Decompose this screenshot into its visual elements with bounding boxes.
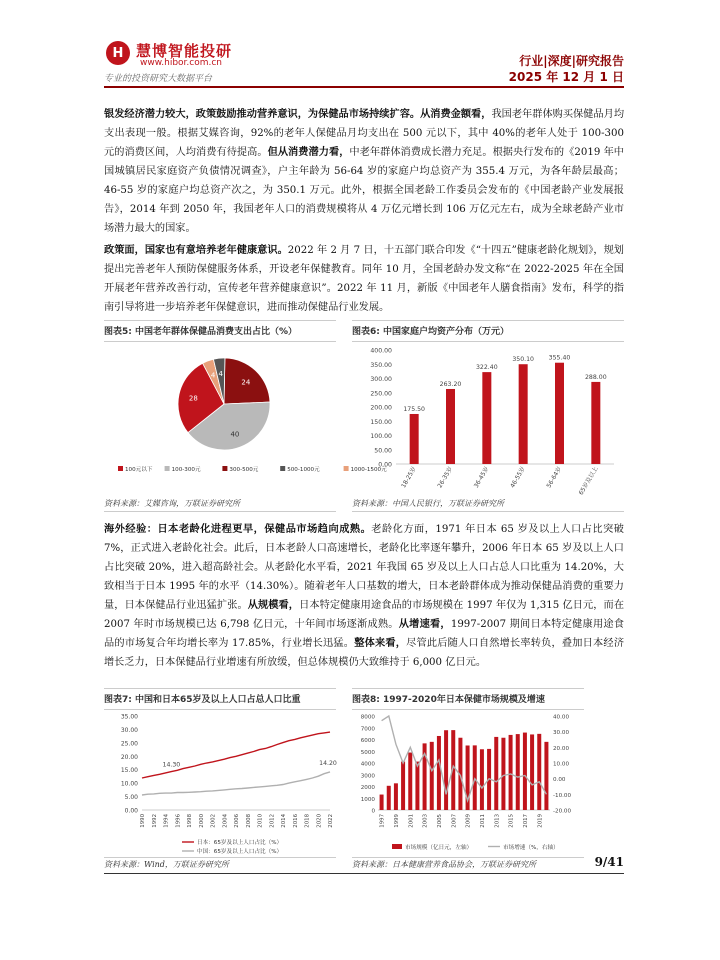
legend-label: 500-1000元 <box>287 467 320 473</box>
bold-lead: 从增速看， <box>398 619 451 630</box>
y-right-tick-label: 10.00 <box>553 761 570 768</box>
x-tick-label: 1997 <box>379 814 386 828</box>
bar <box>415 762 419 810</box>
bar <box>555 363 564 464</box>
y-tick-label: 200.00 <box>370 404 392 412</box>
y-tick-label: 250.00 <box>370 390 392 398</box>
body-text: 2022 年 2 月 7 日，十五部门联合印发《“十四五”健康老龄化规划》，规划提出完善老年人预防保健服务体系，开设老年保健教育。同年 10 月，全国老龄办发文称“在 2022-2025 年在全国开展老年营养改善行动，宣传老年营养健康意识”。2022 年 11 月，新版《中国老年人膳食指南》发布，科学的指南引导将进一步培养老年保健意识，进而推动保健品行业发展。 <box>104 245 624 313</box>
x-tick-label: 2020 <box>316 814 323 828</box>
page-number: 9/41 <box>594 855 624 869</box>
figure-7-source: 资料来源：Wind，万联证券研究所 <box>104 860 229 869</box>
figure-7 <box>104 688 336 858</box>
series-line-china <box>142 772 330 795</box>
bar <box>408 753 412 810</box>
figure-6-source: 资料来源：中国人民银行，万联证券研究所 <box>352 499 504 508</box>
x-tick-label: 1992 <box>151 814 158 828</box>
body-text: 老龄化方面，1971 年日本 65 岁及以上人口占比突破 7%，正式进入老龄化社会。此后，日本老龄人口高速增长，老龄化比率逐年攀升，2006 年日本 65 岁及以上人口占比突破 20%，进入超高龄社会。从老龄化水平看，2021 年我国 65 岁及以上人口占总人口比重为 14.20%，大致相当于日本 1995 年的水平（14.30%）。随着老年人口基数的增大，日本老龄群体成为推动保健品消费的重要力量，日本保健品行业迅猛扩张。 <box>104 524 624 611</box>
annotation-japan-1995: 14.30 <box>162 761 181 769</box>
logo-mark-icon: H <box>106 41 130 65</box>
x-tick-label: 2013 <box>494 814 501 828</box>
bar <box>516 734 520 810</box>
bar <box>444 730 448 810</box>
legend-swatch <box>280 466 285 471</box>
bar-data-label: 350.10 <box>512 356 534 364</box>
legend-swatch <box>118 466 123 471</box>
header-divider <box>104 86 624 88</box>
legend-label: 日本：65岁及以上人口占比（%） <box>197 840 283 846</box>
x-tick-label: 2004 <box>222 814 229 828</box>
bar <box>509 735 513 810</box>
y-tick-label: 20.00 <box>120 753 138 761</box>
y-tick-label: 300.00 <box>370 376 392 383</box>
x-tick-label: 1996 <box>175 814 182 828</box>
bar-data-label: 263.20 <box>439 380 462 388</box>
legend-swatch <box>222 466 227 471</box>
x-tick-label: 18-25岁 <box>400 465 418 490</box>
bar <box>480 749 484 810</box>
x-tick-label: 56-64岁 <box>545 465 564 490</box>
bold-lead: 整体来看， <box>354 638 407 649</box>
paragraph-policy <box>104 241 624 317</box>
y-right-tick-label: 0.00 <box>553 777 566 784</box>
bar <box>410 414 419 464</box>
bar <box>401 762 405 810</box>
body-text: 日本特定健康用途食品的市场规模在 1997 年仅为 1,315 亿日元，而在 2007 年时市场规模已达 6,798 亿日元，十年间市场逐渐成熟。 <box>104 600 625 630</box>
logo-name[interactable]: 慧博智能投研 <box>136 42 233 60</box>
y-tick-label: 15.00 <box>120 767 138 775</box>
figure-6-title: 图表6: 中国家庭户均资产分布（万元） <box>352 321 624 342</box>
bar-chart-fig6 <box>352 342 624 497</box>
figure-5-title: 图表5: 中国老年群体保健品消费支出占比（%） <box>104 321 336 342</box>
report-category: 行业|深度|研究报告 <box>519 54 624 68</box>
x-tick-label: 2019 <box>537 814 544 828</box>
x-tick-label: 36-45岁 <box>472 465 491 490</box>
x-tick-label: 2000 <box>198 814 205 828</box>
y-right-tick-label: -20.00 <box>553 808 572 815</box>
x-tick-label: 2008 <box>245 814 252 828</box>
bar <box>380 795 384 810</box>
y-left-tick-label: 3000 <box>360 773 375 780</box>
logo-slogan: 专业的投资研究大数据平台 <box>104 74 213 84</box>
bold-lead: 银发经济潜力较大，政策鼓励推动营养意识，为保健品市场持续扩容。从消费金额看， <box>104 109 492 120</box>
y-tick-label: 0.00 <box>378 461 392 469</box>
bar-data-label: 175.50 <box>403 405 425 413</box>
paragraph-silver-economy <box>104 105 624 238</box>
x-tick-label: 2012 <box>269 814 276 828</box>
y-left-tick-label: 8000 <box>360 714 375 721</box>
x-tick-label: 26-35岁 <box>436 465 455 490</box>
y-tick-label: 10.00 <box>120 780 138 788</box>
bar <box>387 786 391 810</box>
report-date: 2025 年 12 月 1 日 <box>508 70 624 84</box>
bar <box>501 738 505 810</box>
x-tick-label: 1994 <box>163 814 170 828</box>
x-tick-label: 2014 <box>281 814 287 828</box>
y-tick-label: 100.00 <box>370 433 392 440</box>
y-right-tick-label: 30.00 <box>553 730 570 737</box>
y-tick-label: 30.00 <box>120 726 138 734</box>
figure-6 <box>352 320 624 512</box>
combo-chart-fig8 <box>352 710 584 860</box>
legend-swatch <box>392 844 402 849</box>
y-right-tick-label: -10.00 <box>553 792 572 799</box>
bar <box>519 364 528 464</box>
x-tick-label: 2018 <box>304 814 311 828</box>
legend-label: 100元以下 <box>125 467 153 473</box>
y-tick-label: 400.00 <box>370 347 392 355</box>
x-tick-label: 2007 <box>451 814 458 828</box>
bar <box>523 733 527 810</box>
y-left-tick-label: 0 <box>371 808 375 815</box>
bar-data-label: 322.40 <box>476 364 498 372</box>
x-tick-label: 2011 <box>479 814 486 828</box>
bar <box>482 372 491 464</box>
logo-url[interactable]: www.hibor.com.cn <box>140 58 223 68</box>
bar <box>591 382 600 464</box>
figure-8-source: 资料来源：日本健康营养食品协会，万联证券研究所 <box>352 860 536 869</box>
paragraph-japan-experience <box>104 520 624 672</box>
bold-lead: 政策面，国家也有意培养老年健康意识。 <box>104 245 288 256</box>
legend-swatch <box>165 466 170 471</box>
y-tick-label: 5.00 <box>124 794 138 802</box>
x-tick-label: 1998 <box>187 814 193 828</box>
bold-lead: 但从消费潜力看， <box>267 147 350 158</box>
series-line-japan <box>142 732 330 778</box>
figure-8-title: 图表8: 1997-2020年日本保健市场规模及增速 <box>352 689 584 710</box>
y-left-tick-label: 2000 <box>360 785 375 791</box>
growth-rate-line <box>382 716 547 801</box>
x-tick-label: 2002 <box>210 814 217 828</box>
x-tick-label: 65岁及以上 <box>577 465 600 497</box>
bold-lead: 海外经验：日本老龄化进程更早，保健品市场趋向成熟。 <box>104 524 372 535</box>
y-tick-label: 0.00 <box>124 807 138 815</box>
x-tick-label: 2016 <box>292 814 299 828</box>
x-tick-label: 2003 <box>422 814 429 828</box>
x-tick-label: 1990 <box>140 814 146 828</box>
annotation-china-2022: 14.20 <box>319 759 337 767</box>
legend-swatch <box>344 466 349 471</box>
x-tick-label: 46-55岁 <box>509 465 527 490</box>
y-left-tick-label: 4000 <box>360 761 375 768</box>
y-left-tick-label: 6000 <box>360 738 375 744</box>
bar <box>537 734 541 810</box>
x-tick-label: 2001 <box>408 814 415 828</box>
y-left-tick-label: 7000 <box>360 726 375 733</box>
body-text: 我国老年群体购买保健品月均支出表现一般。根据艾媒咨询，92%的老年人保健品月均支出在 500 元以下，其中 40%的老年人处于 100-300 元的消费区间，人均消费有待提高。 <box>104 109 625 158</box>
bar <box>437 736 441 810</box>
bar <box>394 783 398 810</box>
legend-label: 中国：65岁及以上人口占比（%） <box>197 849 283 855</box>
bar <box>494 737 498 810</box>
legend-label: 100-300元 <box>171 467 201 473</box>
bar <box>530 734 534 810</box>
x-tick-label: 1999 <box>393 814 400 828</box>
legend-label: 1000-1500元 <box>350 467 387 473</box>
pie-data-label: 40 <box>230 430 240 439</box>
legend-label: 300-500元 <box>229 467 259 473</box>
x-tick-label: 2015 <box>508 814 515 828</box>
y-tick-label: 25.00 <box>120 740 138 748</box>
figure-7-title: 图表7: 中国和日本65岁及以上人口占总人口比重 <box>104 689 336 710</box>
pie-data-label: 4 <box>218 369 223 378</box>
figure-5-source: 资料来源：艾媒咨询，万联证券研究所 <box>104 499 240 508</box>
y-tick-label: 50.00 <box>374 447 392 455</box>
y-tick-label: 150.00 <box>370 418 392 426</box>
y-right-tick-label: 40.00 <box>553 714 570 721</box>
body-text: 尽管此后随人口自然增长率转负，叠加日本经济增长乏力，日本保健品行业增速有所放缓，但总体规模仍大致维持于 6,000 亿日元。 <box>104 638 625 668</box>
y-left-tick-label: 1000 <box>360 796 375 803</box>
pie-data-label: 28 <box>188 394 198 403</box>
y-tick-label: 35.00 <box>120 713 138 721</box>
x-tick-label: 2017 <box>522 814 529 828</box>
pie-data-label: 4 <box>210 371 216 380</box>
y-right-tick-label: 20.00 <box>553 745 570 752</box>
bold-lead: 从规模看， <box>247 600 300 611</box>
x-tick-label: 2022 <box>328 814 334 828</box>
y-tick-label: 350.00 <box>370 361 392 369</box>
x-tick-label: 2009 <box>465 814 472 828</box>
x-tick-label: 2010 <box>257 814 264 828</box>
bar <box>430 742 434 810</box>
y-left-tick-label: 5000 <box>360 749 375 756</box>
pie-data-label: 24 <box>241 378 251 387</box>
x-tick-label: 2005 <box>436 814 443 828</box>
figure-8 <box>352 688 584 858</box>
bar <box>544 742 548 810</box>
x-tick-label: 2006 <box>234 814 240 828</box>
legend-label: 市场增速（%，右轴） <box>503 845 559 851</box>
bar <box>446 389 455 464</box>
legend-label: 市场规模（亿日元，左轴） <box>405 845 473 851</box>
bar-data-label: 355.40 <box>548 354 571 362</box>
footer-divider <box>104 873 624 874</box>
body-text: 中老年群体消费成长潜力充足。根据央行发布的《2019 年中国城镇居民家庭资产负债情况调查》，户主年龄为 56-64 岁的家庭户均总资产为 355.4 万元，为各年龄层最高；46-55 岁的家庭户均总资产次之，为 350.1 万元。此外，根据全国老龄工作委员会发布的《中国老龄产业发展报告》，2014 年到 2050 年，我国老年人口的消费规模将从 4 万亿元增长到 106 万亿元左右，成为全球老龄产业市场潜力最大的国家。 <box>104 147 624 234</box>
line-chart-fig7 <box>104 710 336 860</box>
bar-data-label: 288.00 <box>585 373 607 381</box>
body-text: 1997-2007 期间日本特定健康用途食品的市场复合年均增长率为 17.85%，行业增长迅猛。 <box>104 619 624 649</box>
